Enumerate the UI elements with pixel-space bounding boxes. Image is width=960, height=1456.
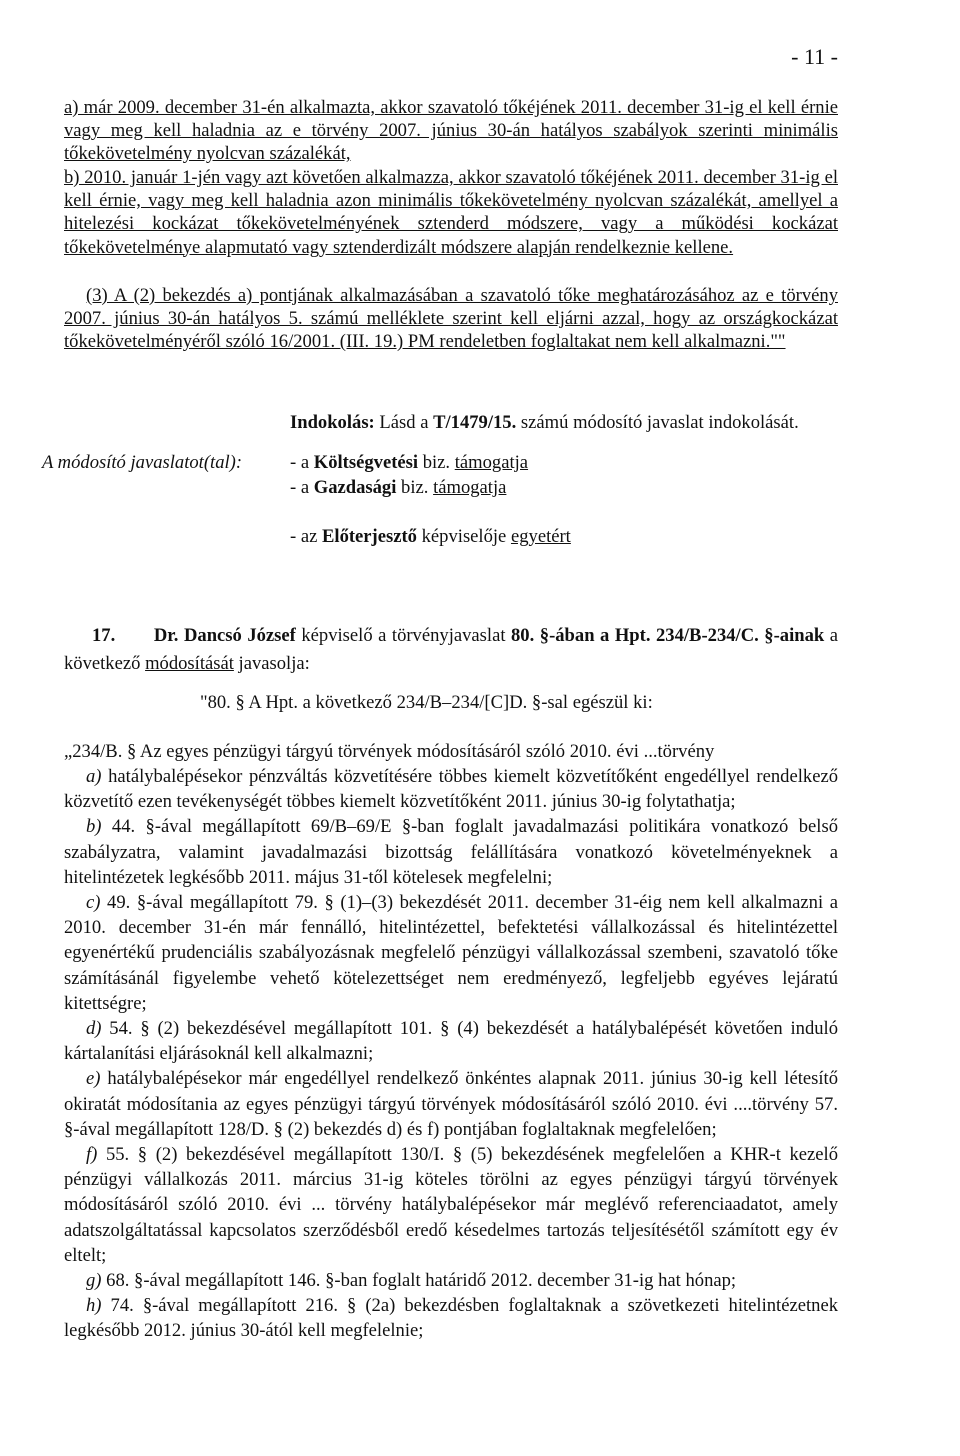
item-letter: a) [86, 766, 102, 787]
transitional-item [64, 764, 838, 814]
item-letter: c) [86, 892, 101, 914]
presenter-row: - az Előterjesztő képviselője egyetért [290, 526, 571, 547]
item-text: 44. §-ával megállapított 69/B–69/E §-ban foglalt javadalmazási politikára vonatkozó belső szabályzatra, valamint javadalmazási bizottság felállítására vonatkozó követelményeknek a hitelintézetek legkésőbb 2011. május 31-től kötelesek megfelelni; [64, 816, 838, 888]
item-number: 17. [92, 625, 116, 646]
supporter-row-budget: - a Költségvetési biz. támogatja [290, 452, 529, 473]
transitional-item [64, 814, 838, 890]
item-letter: b) [86, 816, 102, 838]
justification-text: Lásd a [374, 412, 434, 433]
amendment-text-b: b) 2010. január 1-jén vagy azt követően alkalmazza, akkor szavatoló tőkéjének 2011. december 31-ig el kell érnie, vagy meg kell haladnia azon minimális tőkekövetelmény nyolcvan százalékát, amellyel a hitelezési kockázat tőkekövetelményének sztenderd módszere, vagy a működési kockázat tőkekövetelménye alapmutató vagy sztenderdizált módszere alapján rendelkeznie kellene. [64, 167, 838, 258]
item-letter: e) [86, 1068, 101, 1090]
justification-line [290, 412, 799, 434]
presenter-status: egyetért [510, 526, 571, 547]
supporters-label: A módosító javaslatot(tal): [42, 452, 243, 473]
transitional-item [64, 1142, 838, 1268]
amendment-text-3: (3) A (2) bekezdés a) pontjának alkalmazásában a szavatoló tőke meghatározásához az e törvény 2007. június 30-án hatályos 5. számú melléklete szerint kell eljárni azzal, hogy az országkockázat tőkekövetelményéről szóló 16/2001. (III. 19.) PM rendeletben foglaltakat nem kell alkalmazni."" [64, 285, 838, 353]
item-letter: g) [86, 1270, 102, 1292]
item-text: hatálybalépésekor pénzváltás közvetítésére többes kiemelt közvetítőként engedéllyel rendelkező közvetítő ezen tevékenységét többes kiemelt közvetítőként 2011. június 30-ig folytathatja; [64, 766, 838, 813]
amendment-point-b [64, 166, 838, 259]
amendment-paragraph-3 [64, 284, 838, 354]
item-letter: d) [86, 1018, 102, 1040]
support-status: támogatja [433, 477, 507, 498]
amendment-heading: "80. § A Hpt. a következő 234/B–234/[C]D. §-sal egészül ki: [200, 692, 653, 713]
item-letter: f) [86, 1144, 98, 1166]
item-letter: h) [86, 1295, 102, 1317]
transitional-item [64, 1016, 838, 1066]
support-status: támogatja [454, 452, 529, 473]
transitional-item [64, 1066, 838, 1142]
transitional-item [64, 1293, 838, 1343]
transitional-item [64, 1268, 838, 1293]
section-head: „234/B. § Az egyes pénzügyi tárgyú törvények módosításáról szóló 2010. évi ...törvény [64, 741, 715, 762]
item-17: 17. Dr. Dancsó József képviselő a törvényjavaslat 80. §-ában a Hpt. 234/B-234/C. §-ainak a következő módosítását javasolja: [64, 625, 838, 674]
item-text: 49. §-ával megállapított 79. § (1)–(3) bekezdését 2011. december 31-éig nem kell alkalmazni a 2010. december 31-én már fennálló, hitelintézettel, befektetési vállalkozással és hitelintézettel egyenértékű prudenciális szabályozásnak megfelelő pénzügyi vállalkozással szembeni, szavatoló tőke számításánál figyelembe vehető kötelezettséget nem eredményező, legfeljebb egyéves lejáratú kitettségre; [64, 892, 838, 1014]
transitional-item [64, 890, 838, 1016]
justification-label: Indokolás: [290, 412, 375, 433]
supporter-row-economic: - a Gazdasági biz. támogatja [290, 477, 507, 498]
justification-rest: számú módosító javaslat indokolását. [516, 412, 799, 433]
item-text: 55. § (2) bekezdésével megállapított 130/I. § (5) bekezdésének megfelelően a KHR-t kezelő pénzügyi vállalkozás 2011. március 31-ig köteles törölni az egyes pénzügyi tárgyú törvények módosításáról szóló 2010. évi ... törvény hatálybalépésekor már meglévő referenciaadatot, amely adatszolgáltatással kapcsolatos szerződésből eredő késedelmes tartozás teljesítésétől számított egy év eltelt; [64, 1144, 838, 1266]
justification-ref: T/1479/15. [433, 412, 517, 433]
item-text: 68. §-ával megállapított 146. §-ban foglalt határidő 2012. december 31-ig hat hónap; [101, 1270, 737, 1292]
section-234b [64, 739, 838, 1344]
item-text: 74. §-ával megállapított 216. § (2a) bekezdésben foglaltaknak a szövetkezeti hitelintézetnek legkésőbb 2012. június 30-ától kell megfelelnie; [64, 1295, 838, 1342]
item-text: 54. § (2) bekezdésével megállapított 101. § (4) bekezdését a hatálybalépését követően induló kártalanítási eljárásoknál kell alkalmazni; [64, 1018, 838, 1065]
page-number: - 11 - [791, 44, 838, 69]
representative-name: Dancsó József [183, 625, 296, 646]
item-text: hatálybalépésekor már engedéllyel rendelkező önkéntes alapnak 2011. június 30-ig kell létesítő okiratát módosítania az egyes pénzügyi tárgyú törvények módosításáról szóló 2010. évi ....törvény 57. §-ával megállapított 128/D. § (2) bekezdés d) és f) pontjában foglaltaknak megfelelően; [64, 1068, 838, 1140]
amendment-point-a [64, 96, 838, 166]
amendment-text-a: a) már 2009. december 31-én alkalmazta, akkor szavatoló tőkéjének 2011. december 31-ig el kell érnie vagy meg kell haladnia az e törvény 2007. június 30-án hatályos szabályok szerinti minimális tőkekövetelmény nyolcvan százalékát, [64, 97, 838, 165]
